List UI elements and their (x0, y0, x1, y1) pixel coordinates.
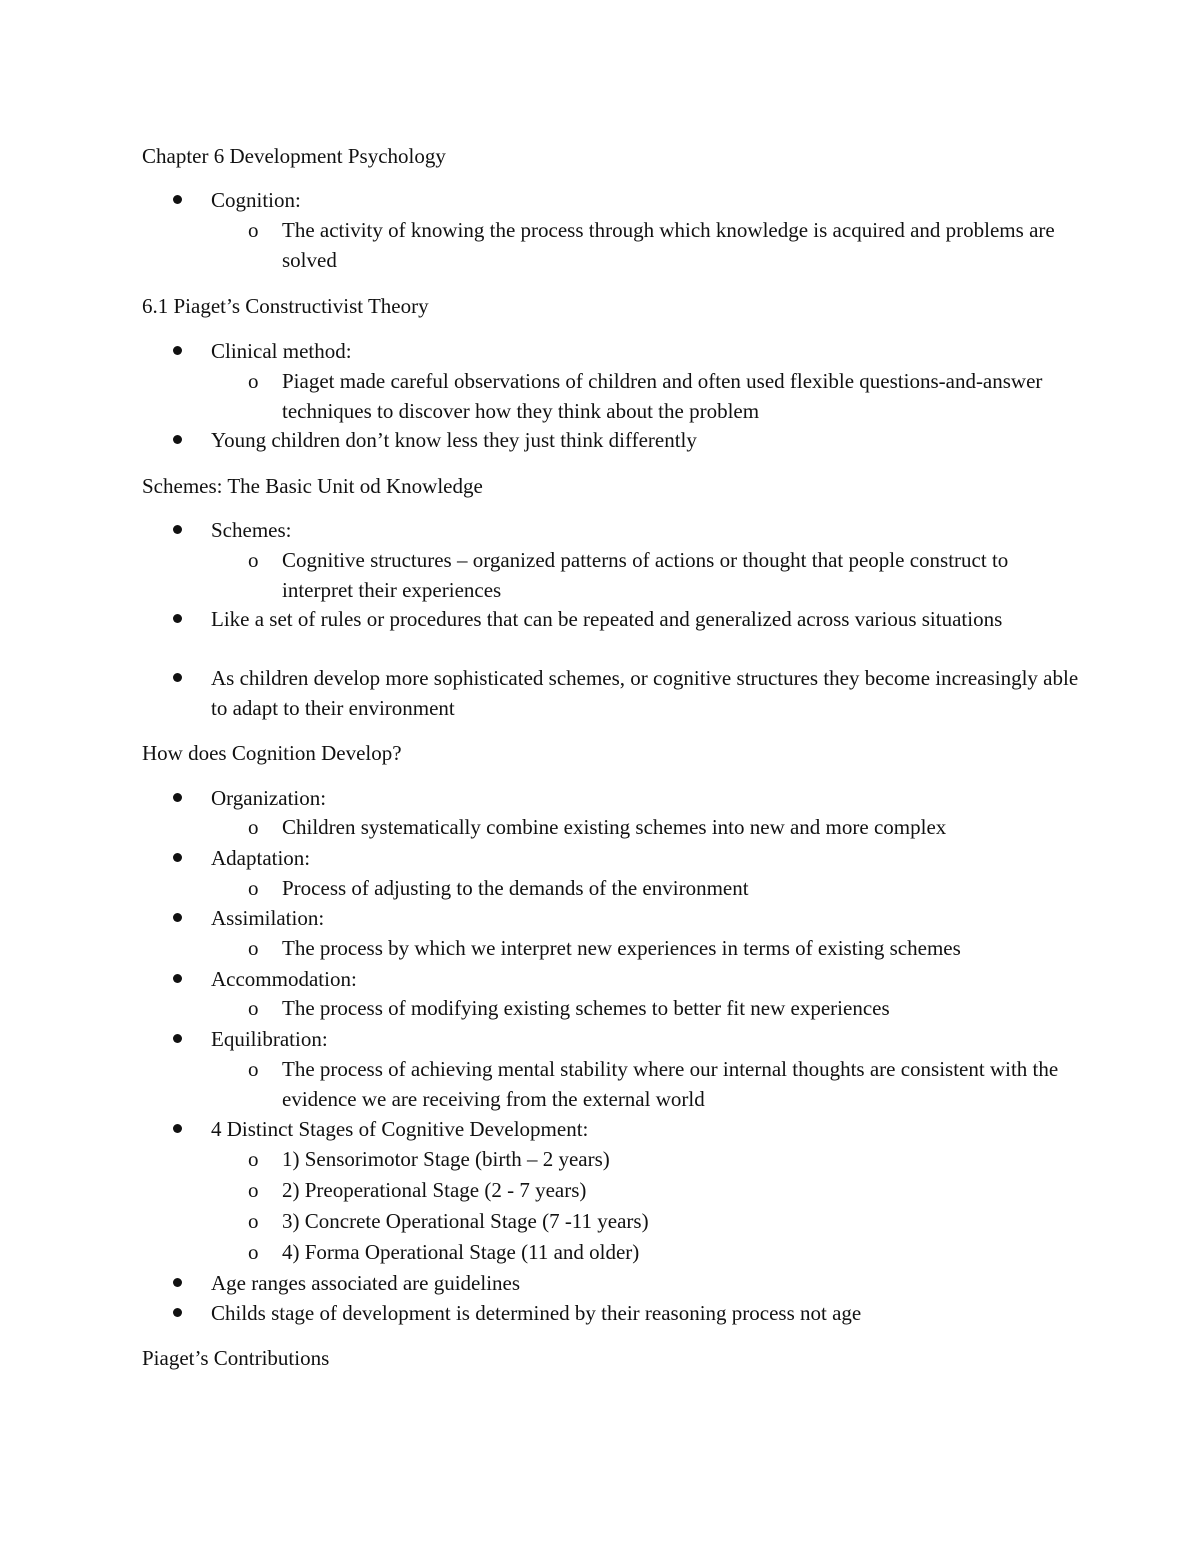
list-item: 4 Distinct Stages of Cognitive Development: (211, 1114, 1091, 1144)
list-item: Adaptation: (211, 843, 1091, 873)
section-heading: Schemes: The Basic Unit od Knowledge (142, 474, 483, 498)
circle-bullet-icon: o (248, 936, 259, 960)
sub-list-item: o 4) Forma Operational Stage (11 and older) (282, 1237, 1072, 1267)
sub-list-item: o 2) Preoperational Stage (2 - 7 years) (282, 1175, 1072, 1205)
circle-bullet-icon: o (248, 1057, 259, 1081)
section-heading: 6.1 Piaget’s Constructivist Theory (142, 294, 429, 318)
circle-bullet-icon: o (248, 1147, 259, 1171)
list-item: Young children don’t know less they just think differently (211, 425, 1091, 455)
list-item: Childs stage of development is determined by their reasoning process not age (211, 1298, 1091, 1328)
list-item: Schemes: (211, 515, 1091, 545)
circle-bullet-icon: o (248, 1178, 259, 1202)
sub-list-item: o The process of modifying existing schemes to better fit new experiences (282, 993, 1072, 1023)
bullet-icon (173, 974, 182, 983)
list-item: Cognition: (211, 185, 1091, 215)
circle-bullet-icon: o (248, 1209, 259, 1233)
bullet-icon (173, 1278, 182, 1287)
document-title: Chapter 6 Development Psychology (142, 144, 446, 168)
list-item: Accommodation: (211, 964, 1091, 994)
circle-bullet-icon: o (248, 548, 259, 572)
list-item: As children develop more sophisticated schemes, or cognitive structures they become increasingly able to adapt to their environment (211, 663, 1091, 723)
bullet-icon (173, 1308, 182, 1317)
sub-list-item: o Process of adjusting to the demands of the environment (282, 873, 1072, 903)
circle-bullet-icon: o (248, 369, 259, 393)
bullet-icon (173, 525, 182, 534)
bullet-icon (173, 614, 182, 623)
circle-bullet-icon: o (248, 815, 259, 839)
list-item: Age ranges associated are guidelines (211, 1268, 1091, 1298)
circle-bullet-icon: o (248, 996, 259, 1020)
list-item: Equilibration: (211, 1024, 1091, 1054)
circle-bullet-icon: o (248, 218, 259, 242)
list-item: Assimilation: (211, 903, 1091, 933)
bullet-icon (173, 913, 182, 922)
section-heading: How does Cognition Develop? (142, 741, 402, 765)
section-heading: Piaget’s Contributions (142, 1346, 330, 1370)
sub-list-item: o Cognitive structures – organized patterns of actions or thought that people construct to interpret their experiences (282, 545, 1072, 605)
list-item: Clinical method: (211, 336, 1091, 366)
sub-list-item: o The process of achieving mental stability where our internal thoughts are consistent with the evidence we are receiving from the external world (282, 1054, 1072, 1114)
sub-list-item: o The process by which we interpret new experiences in terms of existing schemes (282, 933, 1072, 963)
bullet-icon (173, 793, 182, 802)
sub-list-item: o The activity of knowing the process through which knowledge is acquired and problems are solved (282, 215, 1072, 275)
circle-bullet-icon: o (248, 876, 259, 900)
bullet-icon (173, 673, 182, 682)
sub-list-item: o 3) Concrete Operational Stage (7 -11 years) (282, 1206, 1072, 1236)
sub-list-item: o Children systematically combine existing schemes into new and more complex (282, 812, 1072, 842)
bullet-icon (173, 435, 182, 444)
circle-bullet-icon: o (248, 1240, 259, 1264)
list-item: Organization: (211, 783, 1091, 813)
bullet-icon (173, 346, 182, 355)
bullet-icon (173, 1034, 182, 1043)
sub-list-item: o Piaget made careful observations of children and often used flexible questions-and-answer techniques to discover how they think about the problem (282, 366, 1072, 426)
bullet-icon (173, 195, 182, 204)
list-item: Like a set of rules or procedures that can be repeated and generalized across various situations (211, 604, 1091, 634)
sub-list-item: o 1) Sensorimotor Stage (birth – 2 years) (282, 1144, 1072, 1174)
bullet-icon (173, 1124, 182, 1133)
bullet-icon (173, 853, 182, 862)
